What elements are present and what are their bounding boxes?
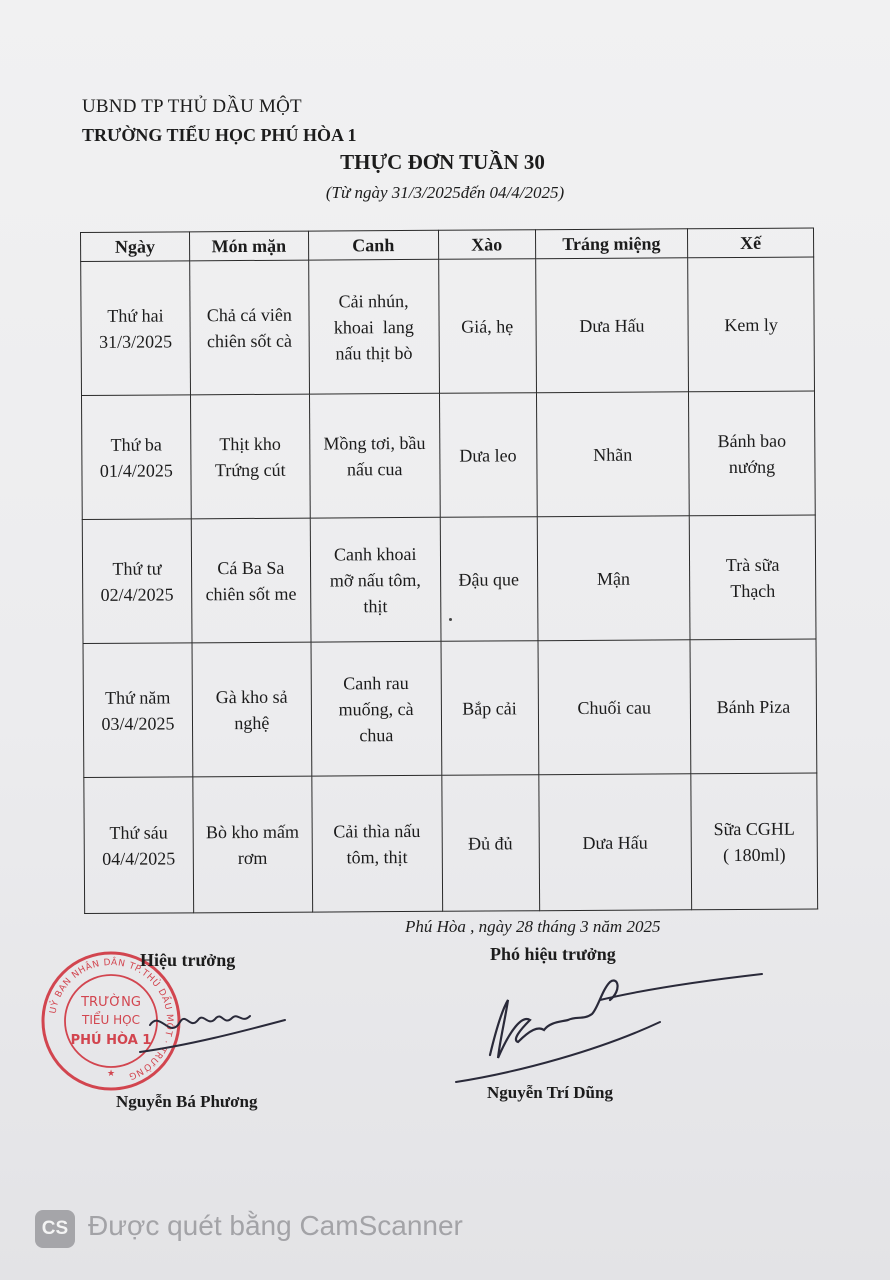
- table-row: [81, 257, 815, 395]
- soup-cell: [309, 393, 440, 518]
- ink-speck: [449, 618, 452, 621]
- cell-line: Thạch: [730, 580, 776, 601]
- cell-line: Dưa leo: [459, 444, 517, 466]
- menu-title: [0, 150, 890, 175]
- day-name: Thứ ba: [110, 434, 162, 455]
- cell-line: chiên sốt cà: [206, 330, 293, 351]
- main-dish-cell: [191, 518, 311, 643]
- cell-line: Đậu que: [458, 568, 520, 590]
- cell-line: khoai lang: [333, 316, 414, 337]
- table-header-row: [81, 228, 814, 261]
- col-header-stirfry: Xào: [438, 230, 535, 260]
- col-header-snack: Xế: [688, 228, 814, 258]
- snack-cell: [690, 639, 817, 774]
- cell-line: Bánh Piza: [716, 696, 791, 717]
- cell-line: nghệ: [234, 712, 270, 733]
- day-cell: [81, 261, 191, 396]
- snack-cell: [689, 391, 816, 516]
- cell-line: Cải nhún,: [338, 290, 409, 311]
- table-row: [83, 639, 817, 777]
- cell-line: Dưa Hấu: [579, 315, 645, 336]
- cell-line: Giá, hẹ: [461, 315, 514, 337]
- dessert-cell: [536, 392, 689, 517]
- cell-line: Trứng cút: [214, 459, 286, 480]
- stirfry-cell: [441, 641, 539, 776]
- authority-header: UBND TP THỦ DẦU MỘT: [82, 96, 302, 117]
- stirfry-cell: [438, 259, 536, 394]
- cell-line: Chuối cau: [577, 697, 652, 718]
- day-name: Thứ năm: [105, 686, 171, 708]
- principal-title: Hiệu trưởng: [140, 950, 236, 970]
- day-date: 03/4/2025: [101, 712, 175, 734]
- day-date: 31/3/2025: [99, 330, 173, 352]
- vice-principal-signature: [450, 960, 770, 1090]
- cell-line: Mận: [596, 568, 630, 589]
- dessert-cell: [538, 640, 691, 775]
- stamp-star: ★: [106, 1069, 116, 1079]
- col-header-dessert: Tráng miệng: [535, 229, 688, 259]
- cell-line: Dưa Hấu: [582, 832, 648, 853]
- day-name: Thứ tư: [112, 558, 162, 579]
- date-range: (Từ ngày 31/3/2025đến 04/4/2025): [325, 183, 565, 202]
- snack-cell: [691, 773, 818, 910]
- stirfry-cell: [441, 775, 539, 912]
- cell-line: Canh khoai: [333, 543, 417, 564]
- weekly-menu-table: [80, 228, 818, 914]
- soup-cell: [311, 641, 442, 776]
- cell-line: Nhãn: [593, 444, 633, 465]
- snack-cell: [688, 257, 815, 392]
- day-cell: [84, 777, 194, 914]
- principal-name: Nguyễn Bá Phương: [116, 1092, 258, 1111]
- snack-cell: [689, 515, 816, 640]
- cell-line: Sữa CGHL: [713, 818, 795, 839]
- col-header-soup: Canh: [308, 230, 438, 260]
- school-name: TRƯỜNG TIỂU HỌC PHÚ HÒA 1: [82, 125, 357, 145]
- stamp-ring-text: UỶ BAN NHÂN DÂN TP.THỦ DẦU MỘT · TRƯỜNG: [48, 957, 175, 1082]
- place-and-date: Phú Hòa , ngày 28 tháng 3 năm 2025: [405, 917, 661, 936]
- vice-principal-title: Phó hiệu trưởng: [490, 944, 616, 964]
- main-dish-cell: [190, 260, 310, 395]
- cell-line: Cải thìa nấu: [333, 820, 421, 841]
- camscanner-watermark: Được quét bằng CamScanner: [88, 1210, 463, 1241]
- day-cell: [82, 519, 192, 644]
- stamp-line-2: TIỂU HỌC: [82, 1013, 140, 1027]
- dessert-cell: [537, 516, 690, 641]
- main-dish-cell: [192, 642, 312, 777]
- stamp-line-3: PHÚ HÒA 1: [70, 1033, 152, 1048]
- cell-line: nấu cua: [346, 458, 403, 479]
- cell-line: Cá Ba Sa: [217, 557, 285, 578]
- day-date: 02/4/2025: [100, 583, 174, 605]
- cell-line: Trà sữa: [725, 554, 780, 575]
- soup-cell: [310, 517, 441, 642]
- cell-line: mỡ nấu tôm,: [329, 569, 421, 590]
- dessert-cell: [535, 258, 688, 393]
- day-cell: [81, 395, 191, 520]
- cell-line: Bò kho mấm: [205, 821, 300, 842]
- vice-principal-name: Nguyễn Trí Dũng: [487, 1083, 613, 1102]
- col-header-day: Ngày: [81, 232, 190, 262]
- cell-line: Đủ đủ: [468, 832, 513, 854]
- cell-line: Canh rau: [343, 672, 409, 693]
- cell-line: Gà kho sả: [215, 686, 288, 707]
- day-name: Thứ sáu: [109, 821, 168, 843]
- cell-line: Bắp cải: [462, 697, 517, 719]
- table-row: [82, 515, 816, 643]
- soup-cell: [308, 259, 439, 394]
- stirfry-cell: [439, 393, 537, 518]
- principal-signature: [120, 990, 300, 1070]
- cell-line: Chả cá viên: [206, 304, 292, 325]
- cell-line: tôm, thịt: [346, 846, 408, 867]
- cell-line: chua: [359, 724, 394, 745]
- cell-line: rơm: [237, 847, 268, 868]
- cell-line: thịt: [363, 595, 388, 616]
- cell-line: nướng: [728, 456, 776, 477]
- cell-line: nấu thịt bò: [335, 342, 413, 363]
- cell-line: Bánh bao: [717, 430, 787, 451]
- menu-title-text: THỰC ĐƠN TUẦN 30: [340, 150, 545, 174]
- camscanner-logo-icon: CS: [35, 1210, 75, 1248]
- stamp-line-1: TRƯỜNG: [81, 995, 141, 1010]
- cell-line: ( 180ml): [723, 844, 786, 865]
- main-dish-cell: [193, 776, 313, 913]
- table-body: [81, 257, 818, 913]
- table-row: [84, 773, 818, 913]
- dessert-cell: [538, 774, 691, 911]
- day-cell: [83, 643, 193, 778]
- table-row: [81, 391, 815, 519]
- col-header-main: Món mặn: [189, 231, 308, 261]
- main-dish-cell: [190, 394, 310, 519]
- soup-cell: [312, 775, 443, 912]
- cell-line: Thịt kho: [219, 433, 281, 454]
- day-date: 01/4/2025: [99, 459, 173, 481]
- cell-line: Mồng tơi, bầu: [323, 432, 426, 454]
- day-name: Thứ hai: [107, 304, 164, 326]
- cell-line: Kem ly: [724, 314, 778, 335]
- stirfry-cell: [440, 517, 538, 642]
- cell-line: chiên sốt me: [205, 583, 297, 604]
- cell-line: muống, cà: [338, 698, 414, 719]
- day-date: 04/4/2025: [102, 847, 176, 869]
